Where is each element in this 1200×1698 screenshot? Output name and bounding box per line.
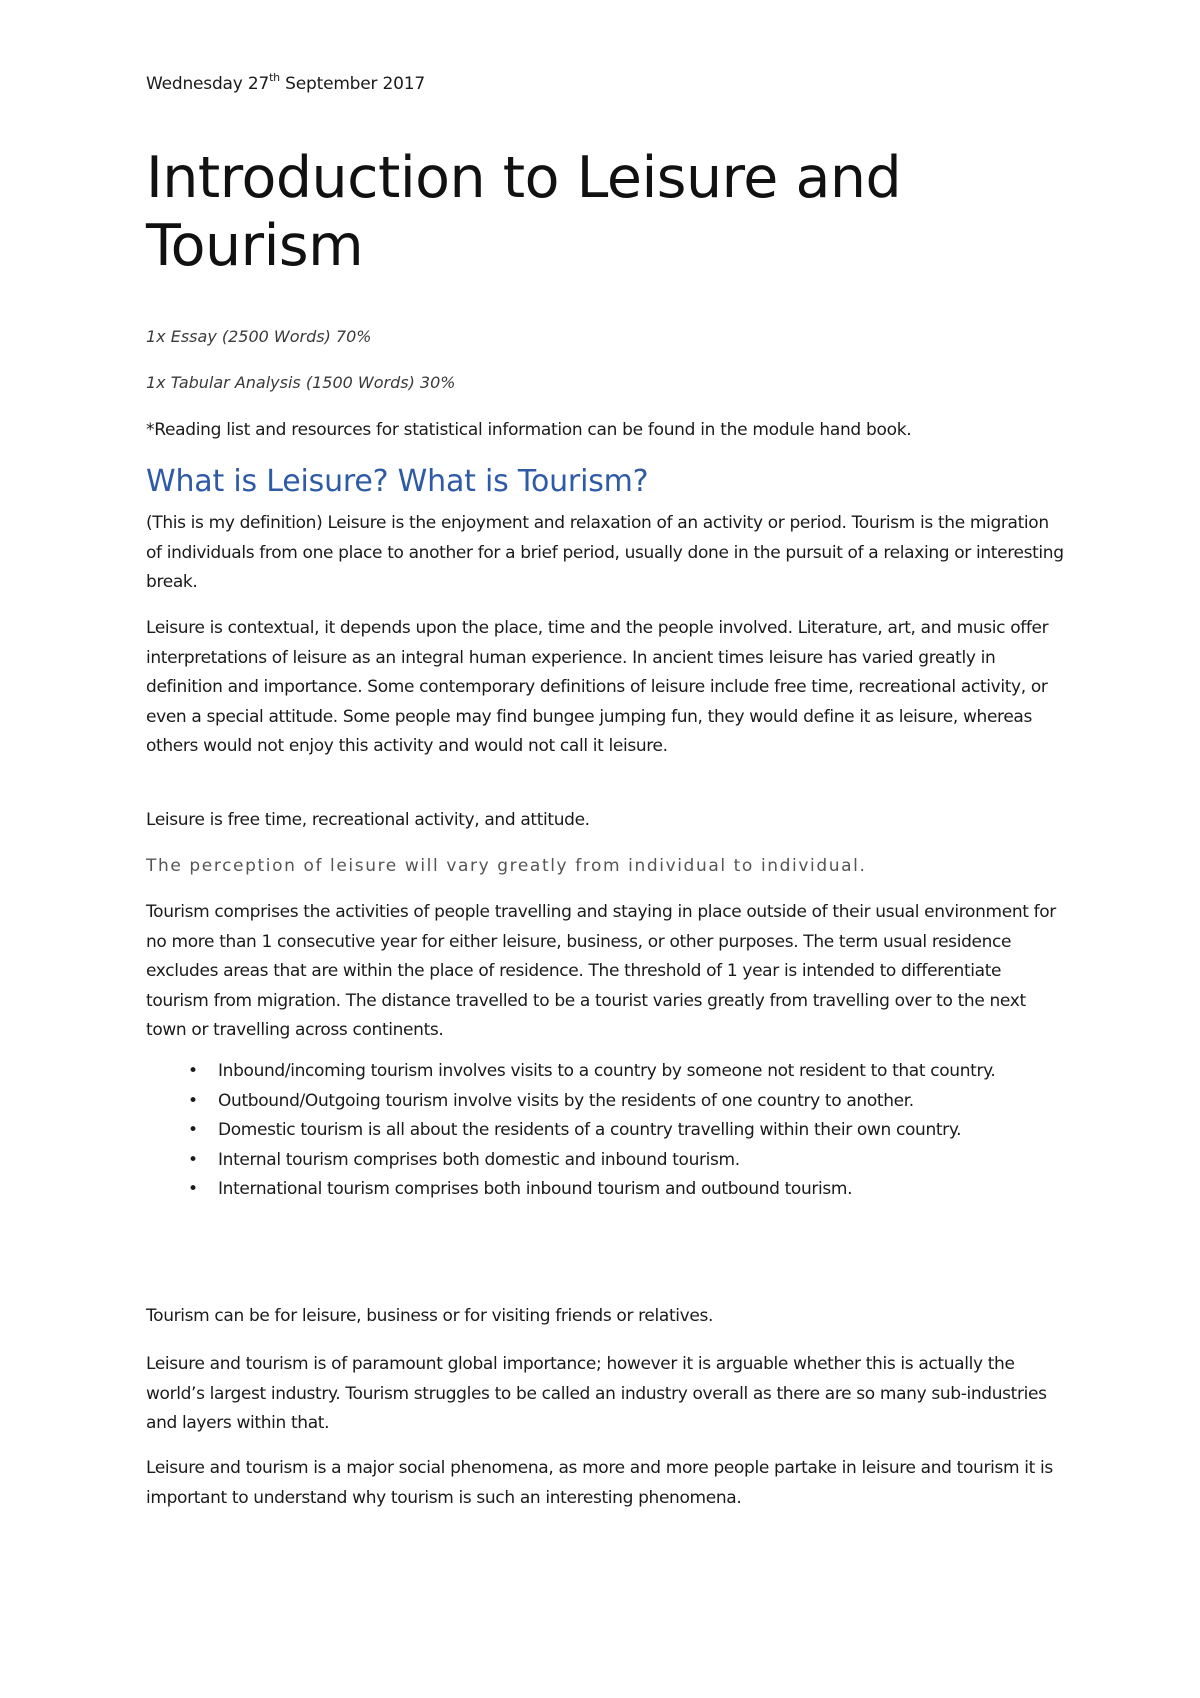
leisure-context-paragraph: Leisure is contextual, it depends upon the place, time and the people involved. Literature, art, and music offer interpretations of leisure as an integral human experience. In ancient times leisure has varied greatly in definition and importance. Some contemporary definitions of leisure include free time, recreational activity, or even a special attitude. Some people may find bungee jumping fun, they would define it as leisure, whereas others would not enjoy this activity and would not call it leisure. [146,618,1049,756]
list-item [146,1087,1066,1117]
tourism-types-list [146,1057,1066,1205]
bullet-icon: • [188,1179,198,1199]
bullet-icon: • [188,1120,198,1140]
list-item [146,1146,1066,1176]
document-title: Introduction to Leisure and Tourism [146,145,902,279]
assessment-essay: 1x Essay (2500 Words) 70% [146,327,372,346]
list-item [146,1057,1066,1087]
reading-list-note: *Reading list and resources for statistical information can be found in the module hand book. [146,420,912,440]
list-item-text: Inbound/incoming tourism involves visits to a country by someone not resident to that country. [218,1061,996,1081]
list-item-text: Internal tourism comprises both domestic and inbound tourism. [218,1149,740,1170]
list-item-text: Outbound/Outgoing tourism involve visits by the residents of one country to another. [218,1090,914,1111]
leisure-summary-paragraph: Leisure is free time, recreational activity, and attitude. [146,810,590,830]
subtle-emphasis-line: The perception of leisure will vary greatly from individual to individual. [146,856,867,876]
tourism-definition-paragraph: Tourism comprises the activities of people travelling and staying in place outside of their usual environment for no more than 1 consecutive year for either leisure, business, or other purposes. The term usual residence excludes areas that are within the place of residence. The threshold of 1 year is intended to differentiate tourism from migration. The distance travelled to be a tourist varies greatly from travelling over to the next town or travelling across continents. [146,902,1056,1040]
list-item-text: International tourism comprises both inbound tourism and outbound tourism. [218,1179,853,1199]
date-day: Wednesday 27 [146,74,270,94]
definition-paragraph: (This is my definition) Leisure is the enjoyment and relaxation of an activity or period. Tourism is the migration of individuals from one place to another for a brief period, usually done in the pursuit of a relaxing or interesting break. [146,513,1064,592]
global-importance-paragraph: Leisure and tourism is of paramount global importance; however it is arguable whether this is actually the world’s largest industry. Tourism struggles to be called an industry overall as there are so many sub-industries and layers within that. [146,1354,1047,1433]
bullet-icon: • [188,1090,198,1111]
assessment-tabular-analysis: 1x Tabular Analysis (1500 Words) 30% [146,373,456,392]
section-heading: What is Leisure? What is Tourism? [146,464,649,499]
list-item-text: Domestic tourism is all about the residents of a country travelling within their own country. [218,1120,962,1140]
list-item [146,1116,1066,1146]
bullet-icon: • [188,1061,198,1081]
date-suffix: th [269,71,280,84]
list-item [146,1175,1066,1205]
document-date [146,71,425,94]
social-phenomena-paragraph: Leisure and tourism is a major social phenomena, as more and more people partake in leisure and tourism it is important to understand why tourism is such an interesting phenomena. [146,1458,1053,1508]
tourism-purposes-paragraph: Tourism can be for leisure, business or for visiting friends or relatives. [146,1306,714,1326]
date-month-year: September 2017 [279,74,425,94]
bullet-icon: • [188,1149,198,1170]
